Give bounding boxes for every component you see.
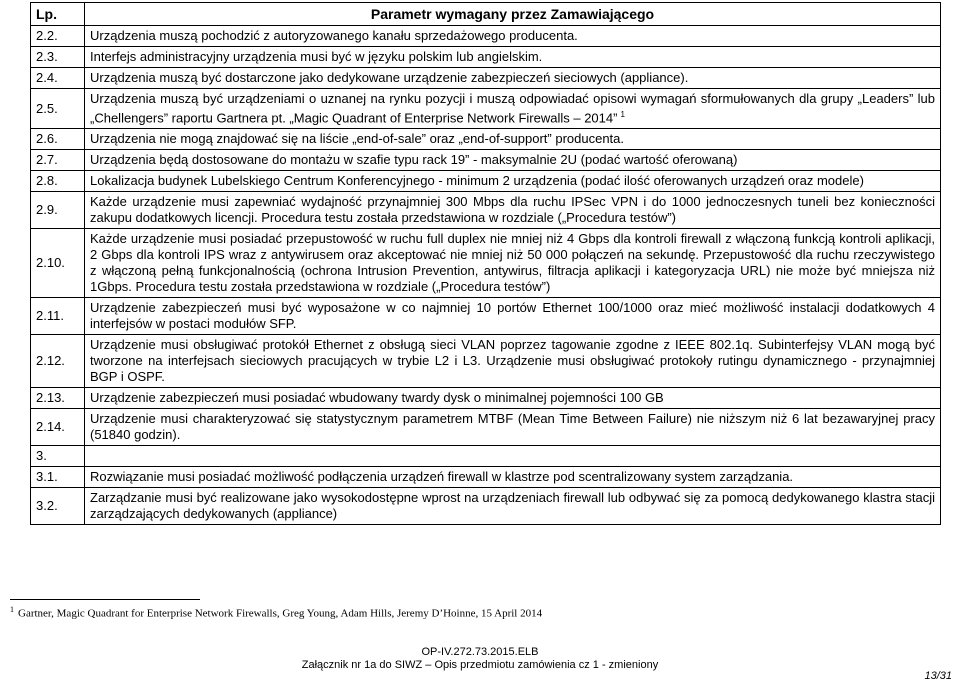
row-number: 2.7.: [31, 150, 85, 171]
row-number: 2.13.: [31, 388, 85, 409]
row-text-content: Urządzenia będą dostosowane do montażu w szafie typu rack 19” - maksymalnie 2U (podać wartość oferowaną): [90, 152, 738, 168]
row-text-content: Urządzenia nie mogą znajdować się na liście „end-of-sale” oraz „end-of-support” producenta.: [90, 131, 624, 147]
row-text-content: Urządzenie musi charakteryzować się statystycznym parametrem MTBF (Mean Time Between Failure) nie niższym niż 6 lat bezawaryjnej pracy (51840 godzin).: [90, 411, 935, 443]
row-text: [85, 335, 941, 388]
row-number: 2.5.: [31, 89, 85, 129]
table-row: [31, 488, 941, 525]
row-text: [85, 388, 941, 409]
row-text: [85, 171, 941, 192]
row-number: 2.3.: [31, 47, 85, 68]
row-text: [85, 409, 941, 446]
row-text-content: Rozwiązanie musi posiadać możliwość podłączenia urządzeń firewall w klastrze pod scentralizowany system zarządzania.: [90, 469, 794, 485]
row-number: 3.2.: [31, 488, 85, 525]
footer-reference: OP-IV.272.73.2015.ELB: [421, 646, 539, 658]
row-text: [85, 26, 941, 47]
table-row: [31, 129, 941, 150]
row-text-content: Urządzenia muszą być dostarczone jako dedykowane urządzenie zabezpieczeń sieciowych (appliance).: [90, 70, 689, 85]
row-text-content: Urządzenie musi obsługiwać protokół Ethernet z obsługą sieci VLAN poprzez tagowanie zgodne z IEEE 802.1q. Subinterfejsy VLAN mogą być tworzone na interfejsach sieciowych pracujących w trybie L2 i L3. Urządzenie musi obsługiwać protokoły rutingu dynamicznego - przynajmniej BGP i OSPF.: [90, 337, 935, 385]
table-row: [31, 150, 941, 171]
row-text: [85, 47, 941, 68]
row-number: 2.14.: [31, 409, 85, 446]
table-row: [31, 298, 941, 335]
row-text-content: Urządzenia muszą być urządzeniami o uznanej na rynku pozycji i muszą odpowiadać opisowi wymagań sformułowanych dla grupy „Leaders” lub „Chellengers” raportu Gartnera pt. „Magic Quadrant of Enterprise Network Firewalls – 2014”: [90, 91, 935, 126]
page-number: 13/31: [924, 670, 952, 682]
table-row: [31, 26, 941, 47]
table-row: [31, 89, 941, 129]
table-row: [31, 68, 941, 89]
row-text: [85, 89, 941, 129]
row-number: 2.4.: [31, 68, 85, 89]
footnote-reference: 1: [620, 110, 625, 119]
row-number: 2.2.: [31, 26, 85, 47]
row-text: [85, 488, 941, 525]
row-number: 2.12.: [31, 335, 85, 388]
row-text: [85, 68, 941, 89]
row-text: [85, 192, 941, 229]
row-number: 2.6.: [31, 129, 85, 150]
row-text-content: Każde urządzenie musi posiadać przepustowość w ruchu full duplex nie mniej niż 4 Gbps dla kontroli firewall z włączoną funkcją kontroli aplikacji, 2 Gbps dla kontroli IPS wraz z antywirusem oraz akceptować nie mniej niż 50 000 połączeń na sekundę. Przepustowość dla ruchu rzeczywistego z włączoną pełną funkcjonalnością (ochrona Intrusion Prevention, antywirus, filtracja aplikacji i kategoryzacja URL) nie może być mniejsza niż 1Gbps. Procedura testu została przedstawiona w rozdziale („Procedura testów”): [90, 231, 935, 295]
row-text: [85, 129, 941, 150]
row-number: 2.10.: [31, 229, 85, 298]
row-text: [85, 229, 941, 298]
row-text: [85, 446, 941, 467]
footnote-mark: 1: [10, 605, 14, 614]
row-text-content: Każde urządzenie musi zapewniać wydajność przynajmniej 300 Mbps dla ruchu IPSec VPN i do 1000 jednoczesnych tuneli bez konieczności zakupu dodatkowych licencji. Procedura testu została przedstawiona w rozdziale („Procedura testów”): [90, 194, 935, 226]
header-param: Parametr wymagany przez Zamawiającego: [85, 3, 941, 26]
row-text: [85, 467, 941, 488]
table-header-row: [31, 3, 941, 26]
requirements-table: [30, 2, 941, 525]
table-row: [31, 171, 941, 192]
table-row: [31, 467, 941, 488]
row-text-content: Urządzenie zabezpieczeń musi posiadać wbudowany twardy dysk o minimalnej pojemności 100 GB: [90, 390, 664, 406]
table-row: [31, 388, 941, 409]
row-text: [85, 150, 941, 171]
table-body: [31, 26, 941, 525]
row-text-content: Interfejs administracyjny urządzenia musi być w języku polskim lub angielskim.: [90, 49, 543, 64]
row-number: 3.: [31, 446, 85, 467]
row-text-content: Urządzenie zabezpieczeń musi być wyposażone w co najmniej 10 portów Ethernet 100/1000 oraz mieć możliwość instalacji dodatkowych 4 interfejsów w postaci modułów SFP.: [90, 300, 935, 332]
row-text: [85, 298, 941, 335]
row-number: 2.9.: [31, 192, 85, 229]
table-row: [31, 409, 941, 446]
table-row: [31, 335, 941, 388]
row-number: 2.11.: [31, 298, 85, 335]
table-row: [31, 229, 941, 298]
footer-title: Załącznik nr 1a do SIWZ – Opis przedmiotu zamówienia cz 1 - zmieniony: [301, 659, 659, 671]
footnote-text: Gartner, Magic Quadrant for Enterprise Network Firewalls, Greg Young, Adam Hills, Jeremy D’Hoinne, 15 April 2014: [18, 607, 543, 620]
footnote: [10, 605, 542, 620]
footnote-divider: [10, 599, 200, 600]
table-row: [31, 446, 941, 467]
header-lp: Lp.: [31, 3, 85, 26]
row-number: 3.1.: [31, 467, 85, 488]
row-text-content: Lokalizacja budynek Lubelskiego Centrum Konferencyjnego - minimum 2 urządzenia (podać ilość oferowanych urządzeń oraz modele): [90, 173, 864, 189]
row-text-content: Zarządzanie musi być realizowane jako wysokodostępne wprost na urządzeniach firewall lub odbywać się za pomocą dedykowanego klastra stacji zarządzających dedykowanych (appliance): [90, 490, 935, 522]
table-row: [31, 192, 941, 229]
row-number: 2.8.: [31, 171, 85, 192]
table-row: [31, 47, 941, 68]
row-text-content: Urządzenia muszą pochodzić z autoryzowanego kanału sprzedażowego producenta.: [90, 28, 578, 43]
